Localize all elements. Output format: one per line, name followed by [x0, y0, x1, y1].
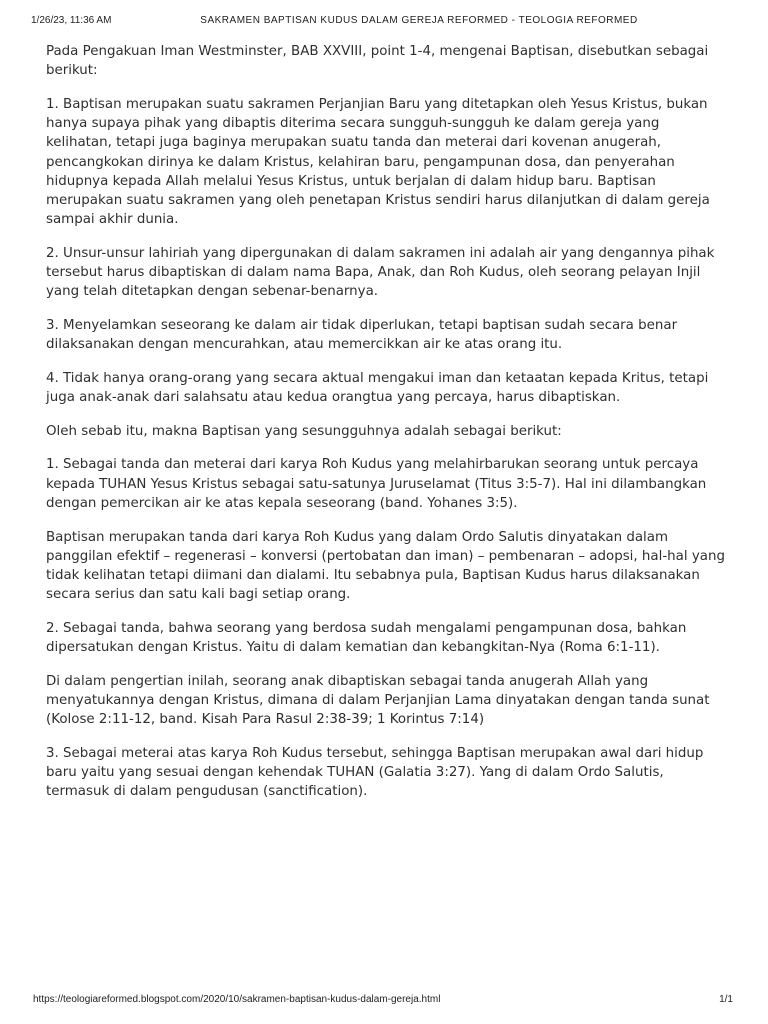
paragraph-point-1: 1. Baptisan merupakan suatu sakramen Perjanjian Baru yang ditetapkan oleh Yesus Kristus, bukan hanya supaya pihak yang dibaptis diterima secara sungguh-sungguh ke dalam gereja yang kelihatan, tetapi juga baginya merupakan suatu tanda dan meterai dari kovenan anugerah, pencangkokan dirinya ke dalam Kristus, kelahiran baru, pengampunan dosa, dan penyerahan hidupnya kepada Allah melalui Yesus Kristus, untuk berjalan di dalam hidup baru. Baptisan merupakan suatu sakramen yang oleh penetapan Kristus sendiri harus dilanjutkan di dalam gereja sampai akhir dunia.: [46, 96, 710, 228]
paragraph-meaning-1-detail: Baptisan merupakan tanda dari karya Roh Kudus yang dalam Ordo Salutis dinyatakan dalam panggilan efektif – regenerasi – konversi (pertobatan dan iman) – pembenaran – adopsi, hal-hal yang tidak kelihatan tetapi diimani dan dialami. Itu sebabnya pula, Baptisan Kudus harus dilaksanakan secara serius dan satu kali bagi setiap orang.: [46, 529, 725, 603]
paragraph-point-3: 3. Menyelamkan seseorang ke dalam air tidak diperlukan, tetapi baptisan sudah secara benar dilaksanakan dengan mencurahkan, atau memercikkan air ke atas orang itu.: [46, 317, 678, 353]
paragraph-meaning-3: 3. Sebagai meterai atas karya Roh Kudus tersebut, sehingga Baptisan merupakan awal dari hidup baru yaitu yang sesuai dengan kehendak TUHAN (Galatia 3:27). Yang di dalam Ordo Salutis, termasuk di dalam pengudusan (sanctification).: [46, 745, 704, 800]
print-header: [31, 15, 737, 29]
paragraph-point-4: 4. Tidak hanya orang-orang yang secara aktual mengakui iman dan ketaatan kepada Kritus, tetapi juga anak-anak dari salahsatu atau kedua orangtua yang percaya, harus dibaptiskan.: [46, 370, 709, 406]
paragraph-meaning-1: 1. Sebagai tanda dan meterai dari karya Roh Kudus yang melahirbarukan seorang untuk percaya kepada TUHAN Yesus Kristus sebagai satu-satunya Juruselamat (Titus 3:5-7). Hal ini dilambangkan dengan pemercikan air ke atas kepala seseorang (band. Yohanes 3:5).: [46, 457, 707, 511]
print-date: 1/26/23, 11:36 AM: [31, 15, 112, 26]
paragraph-point-2: 2. Unsur-unsur lahiriah yang dipergunakan di dalam sakramen ini adalah air yang dengannya pihak tersebut harus dibaptiskan di dalam nama Bapa, Anak, dan Roh Kudus, oleh seorang pelayan Injil yang telah ditetapkan dengan sebenar-benarnya.: [46, 245, 715, 300]
print-footer: [33, 994, 733, 1008]
source-url: https://teologiareformed.blogspot.com/2020/10/sakramen-baptisan-kudus-dalam-gereja.html: [33, 994, 441, 1005]
paragraph-intro: Pada Pengakuan Iman Westminster, BAB XXVIII, point 1-4, mengenai Baptisan, disebutkan sebagai berikut:: [46, 44, 709, 79]
page-number: 1/1: [719, 994, 733, 1005]
paragraph-meaning-2-detail: Di dalam pengertian inilah, seorang anak dibaptiskan sebagai tanda anugerah Allah yang menyatukannya dengan Kristus, dimana di dalam Perjanjian Lama dinyatakan dengan tanda sunat (Kolose 2:11-12, band. Kisah Para Rasul 2:38-39; 1 Korintus 7:14): [46, 673, 710, 728]
article-body: [46, 42, 726, 816]
page-title: SAKRAMEN BAPTISAN KUDUS DALAM GEREJA REFORMED - TEOLOGIA REFORMED: [200, 15, 638, 26]
paragraph-meaning-intro: Oleh sebab itu, makna Baptisan yang sesungguhnya adalah sebagai berikut:: [46, 423, 562, 439]
paragraph-meaning-2: 2. Sebagai tanda, bahwa seorang yang berdosa sudah mengalami pengampunan dosa, bahkan dipersatukan dengan Kristus. Yaitu di dalam kematian dan kebangkitan-Nya (Roma 6:1-11).: [46, 620, 687, 656]
